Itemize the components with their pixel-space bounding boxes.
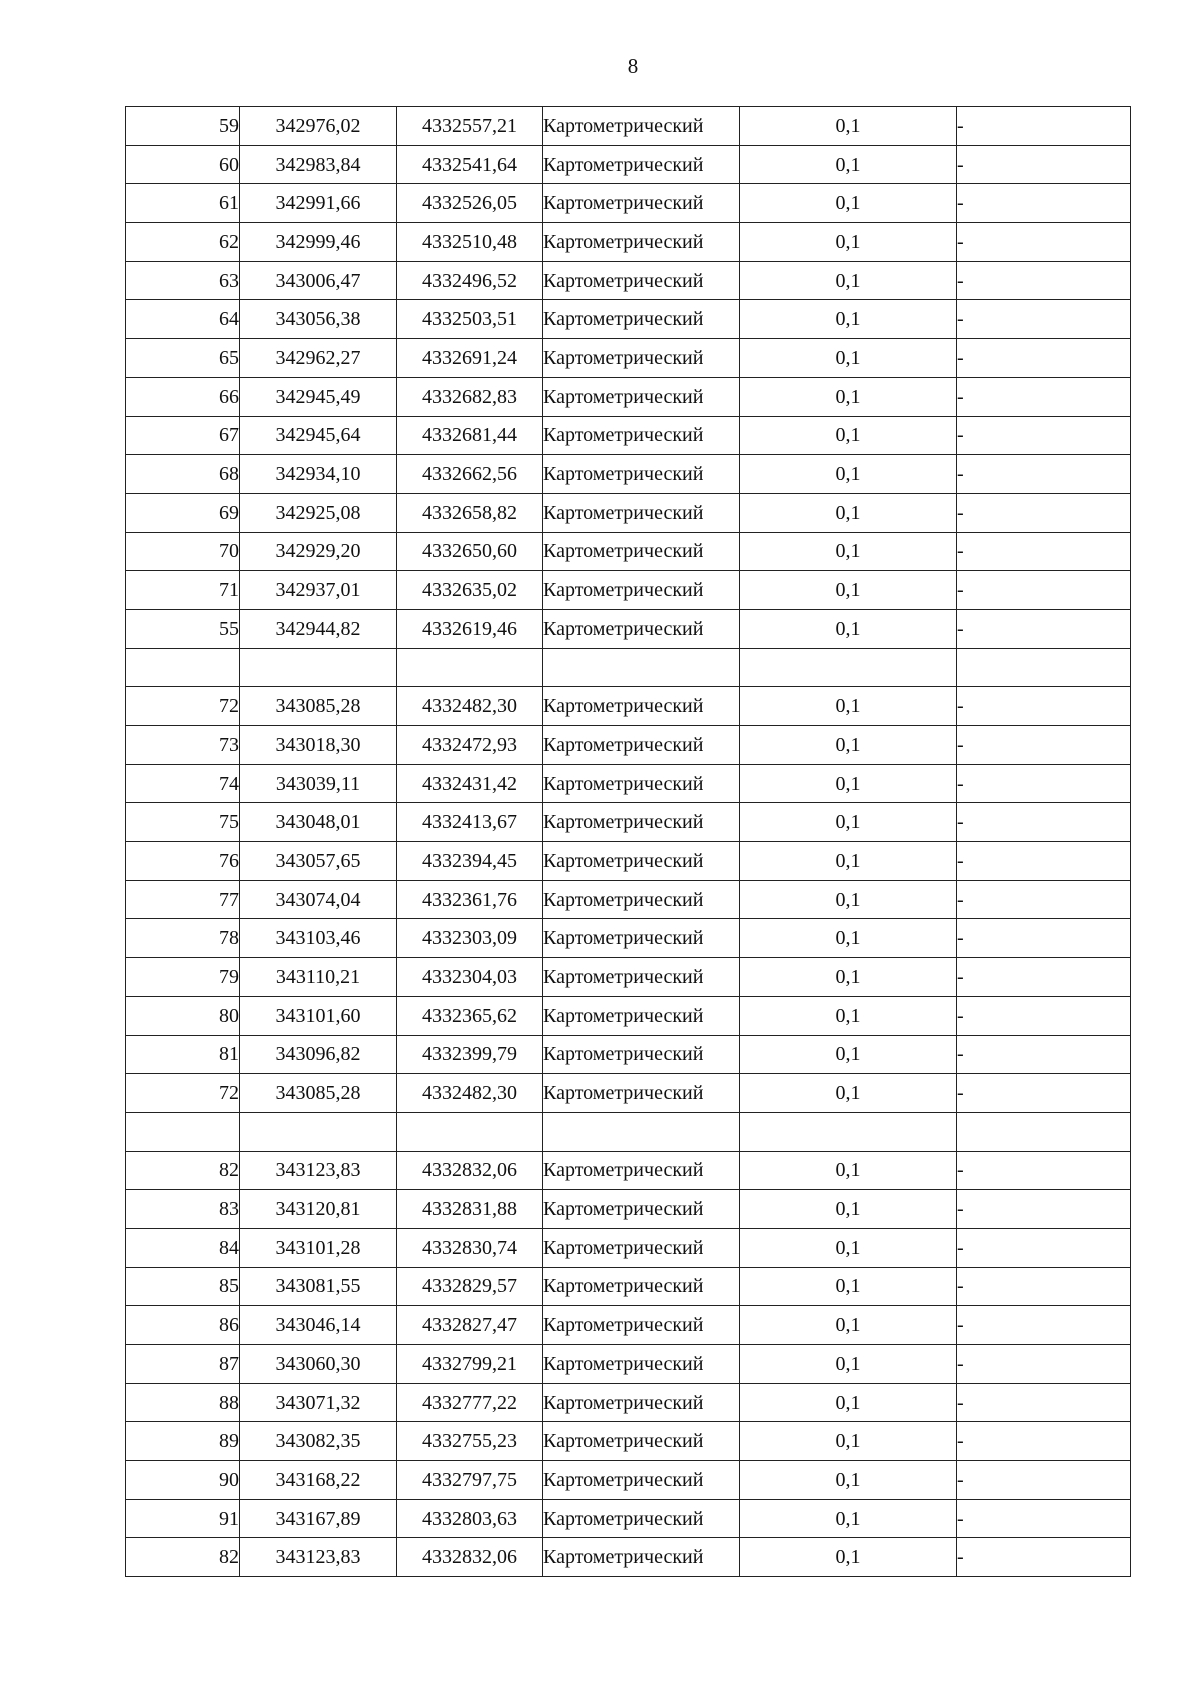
- method-cell: Картометрический: [543, 1074, 740, 1113]
- accuracy-cell: [740, 1112, 957, 1151]
- note-cell: -: [957, 609, 1131, 648]
- method-cell: Картометрический: [543, 1267, 740, 1306]
- table-row: [126, 1112, 1131, 1151]
- y-coordinate-cell: 4332413,67: [397, 803, 543, 842]
- y-coordinate-cell: 4332304,03: [397, 958, 543, 997]
- accuracy-cell: 0,1: [740, 842, 957, 881]
- method-cell: Картометрический: [543, 1383, 740, 1422]
- x-coordinate-cell: 343082,35: [240, 1422, 397, 1461]
- x-coordinate-cell: [240, 648, 397, 687]
- y-coordinate-cell: 4332541,64: [397, 145, 543, 184]
- y-coordinate-cell: 4332691,24: [397, 339, 543, 378]
- note-cell: -: [957, 726, 1131, 765]
- note-cell: -: [957, 958, 1131, 997]
- accuracy-cell: 0,1: [740, 223, 957, 262]
- point-number-cell: [126, 648, 240, 687]
- method-cell: Картометрический: [543, 416, 740, 455]
- note-cell: -: [957, 377, 1131, 416]
- y-coordinate-cell: 4332482,30: [397, 1074, 543, 1113]
- method-cell: Картометрический: [543, 107, 740, 146]
- x-coordinate-cell: 343071,32: [240, 1383, 397, 1422]
- note-cell: -: [957, 300, 1131, 339]
- accuracy-cell: 0,1: [740, 1228, 957, 1267]
- y-coordinate-cell: 4332526,05: [397, 184, 543, 223]
- method-cell: Картометрический: [543, 145, 740, 184]
- accuracy-cell: 0,1: [740, 339, 957, 378]
- accuracy-cell: 0,1: [740, 1035, 957, 1074]
- accuracy-cell: 0,1: [740, 1383, 957, 1422]
- table-row: [126, 1461, 1131, 1500]
- point-number-cell: 60: [126, 145, 240, 184]
- point-number-cell: 61: [126, 184, 240, 223]
- y-coordinate-cell: 4332510,48: [397, 223, 543, 262]
- y-coordinate-cell: [397, 1112, 543, 1151]
- method-cell: Картометрический: [543, 339, 740, 378]
- x-coordinate-cell: 342945,64: [240, 416, 397, 455]
- point-number-cell: 76: [126, 842, 240, 881]
- table-row: [126, 107, 1131, 146]
- x-coordinate-cell: 342999,46: [240, 223, 397, 262]
- method-cell: Картометрический: [543, 958, 740, 997]
- table-row: [126, 726, 1131, 765]
- table-row: [126, 416, 1131, 455]
- method-cell: Картометрический: [543, 764, 740, 803]
- point-number-cell: 74: [126, 764, 240, 803]
- point-number-cell: 87: [126, 1345, 240, 1384]
- x-coordinate-cell: 343101,28: [240, 1228, 397, 1267]
- method-cell: Картометрический: [543, 223, 740, 262]
- y-coordinate-cell: 4332827,47: [397, 1306, 543, 1345]
- x-coordinate-cell: 343006,47: [240, 261, 397, 300]
- x-coordinate-cell: 343167,89: [240, 1499, 397, 1538]
- x-coordinate-cell: 343120,81: [240, 1190, 397, 1229]
- table-row: [126, 1499, 1131, 1538]
- method-cell: Картометрический: [543, 1461, 740, 1500]
- note-cell: -: [957, 1151, 1131, 1190]
- method-cell: [543, 1112, 740, 1151]
- table-row: [126, 803, 1131, 842]
- table-row: [126, 1383, 1131, 1422]
- accuracy-cell: 0,1: [740, 726, 957, 765]
- point-number-cell: 63: [126, 261, 240, 300]
- x-coordinate-cell: 343048,01: [240, 803, 397, 842]
- x-coordinate-cell: 343085,28: [240, 1074, 397, 1113]
- note-cell: -: [957, 1345, 1131, 1384]
- note-cell: -: [957, 1267, 1131, 1306]
- point-number-cell: 77: [126, 880, 240, 919]
- x-coordinate-cell: 343101,60: [240, 996, 397, 1035]
- y-coordinate-cell: 4332650,60: [397, 532, 543, 571]
- table-row: [126, 493, 1131, 532]
- method-cell: Картометрический: [543, 842, 740, 881]
- method-cell: Картометрический: [543, 300, 740, 339]
- note-cell: -: [957, 880, 1131, 919]
- note-cell: -: [957, 1035, 1131, 1074]
- y-coordinate-cell: 4332682,83: [397, 377, 543, 416]
- x-coordinate-cell: [240, 1112, 397, 1151]
- point-number-cell: 71: [126, 571, 240, 610]
- x-coordinate-cell: 343103,46: [240, 919, 397, 958]
- note-cell: [957, 1112, 1131, 1151]
- accuracy-cell: 0,1: [740, 919, 957, 958]
- x-coordinate-cell: 343039,11: [240, 764, 397, 803]
- point-number-cell: 83: [126, 1190, 240, 1229]
- point-number-cell: 79: [126, 958, 240, 997]
- x-coordinate-cell: 343060,30: [240, 1345, 397, 1384]
- note-cell: -: [957, 493, 1131, 532]
- y-coordinate-cell: 4332832,06: [397, 1538, 543, 1577]
- table-row: [126, 1306, 1131, 1345]
- point-number-cell: 86: [126, 1306, 240, 1345]
- accuracy-cell: 0,1: [740, 1074, 957, 1113]
- table-row: [126, 919, 1131, 958]
- table-row: [126, 842, 1131, 881]
- method-cell: Картометрический: [543, 919, 740, 958]
- x-coordinate-cell: 343123,83: [240, 1151, 397, 1190]
- point-number-cell: 64: [126, 300, 240, 339]
- x-coordinate-cell: 343123,83: [240, 1538, 397, 1577]
- accuracy-cell: 0,1: [740, 145, 957, 184]
- method-cell: Картометрический: [543, 184, 740, 223]
- accuracy-cell: 0,1: [740, 764, 957, 803]
- method-cell: Картометрический: [543, 687, 740, 726]
- coordinates-table: [125, 106, 1131, 1577]
- y-coordinate-cell: 4332496,52: [397, 261, 543, 300]
- accuracy-cell: 0,1: [740, 261, 957, 300]
- accuracy-cell: [740, 648, 957, 687]
- y-coordinate-cell: 4332755,23: [397, 1422, 543, 1461]
- point-number-cell: 88: [126, 1383, 240, 1422]
- table-row: [126, 1190, 1131, 1229]
- note-cell: -: [957, 1074, 1131, 1113]
- y-coordinate-cell: 4332557,21: [397, 107, 543, 146]
- coordinates-table-body: [126, 107, 1131, 1577]
- method-cell: Картометрический: [543, 493, 740, 532]
- point-number-cell: 84: [126, 1228, 240, 1267]
- table-row: [126, 1151, 1131, 1190]
- x-coordinate-cell: 342976,02: [240, 107, 397, 146]
- note-cell: -: [957, 416, 1131, 455]
- note-cell: -: [957, 1461, 1131, 1500]
- x-coordinate-cell: 342983,84: [240, 145, 397, 184]
- table-row: [126, 377, 1131, 416]
- point-number-cell: 85: [126, 1267, 240, 1306]
- accuracy-cell: 0,1: [740, 1306, 957, 1345]
- y-coordinate-cell: 4332482,30: [397, 687, 543, 726]
- method-cell: Картометрический: [543, 1422, 740, 1461]
- point-number-cell: 66: [126, 377, 240, 416]
- point-number-cell: 70: [126, 532, 240, 571]
- y-coordinate-cell: 4332797,75: [397, 1461, 543, 1500]
- method-cell: Картометрический: [543, 1151, 740, 1190]
- point-number-cell: 73: [126, 726, 240, 765]
- x-coordinate-cell: 343081,55: [240, 1267, 397, 1306]
- accuracy-cell: 0,1: [740, 107, 957, 146]
- point-number-cell: 55: [126, 609, 240, 648]
- x-coordinate-cell: 343056,38: [240, 300, 397, 339]
- x-coordinate-cell: 342962,27: [240, 339, 397, 378]
- table-row: [126, 1538, 1131, 1577]
- accuracy-cell: 0,1: [740, 1345, 957, 1384]
- y-coordinate-cell: 4332472,93: [397, 726, 543, 765]
- point-number-cell: 72: [126, 687, 240, 726]
- accuracy-cell: 0,1: [740, 571, 957, 610]
- note-cell: -: [957, 184, 1131, 223]
- y-coordinate-cell: 4332829,57: [397, 1267, 543, 1306]
- x-coordinate-cell: 343110,21: [240, 958, 397, 997]
- accuracy-cell: 0,1: [740, 377, 957, 416]
- method-cell: Картометрический: [543, 1035, 740, 1074]
- accuracy-cell: 0,1: [740, 996, 957, 1035]
- point-number-cell: 78: [126, 919, 240, 958]
- method-cell: Картометрический: [543, 1306, 740, 1345]
- table-row: [126, 687, 1131, 726]
- method-cell: Картометрический: [543, 726, 740, 765]
- note-cell: [957, 648, 1131, 687]
- y-coordinate-cell: 4332662,56: [397, 455, 543, 494]
- page-number: 8: [627, 54, 639, 78]
- accuracy-cell: 0,1: [740, 803, 957, 842]
- note-cell: -: [957, 1538, 1131, 1577]
- point-number-cell: 80: [126, 996, 240, 1035]
- y-coordinate-cell: 4332399,79: [397, 1035, 543, 1074]
- x-coordinate-cell: 342929,20: [240, 532, 397, 571]
- x-coordinate-cell: 343168,22: [240, 1461, 397, 1500]
- note-cell: -: [957, 107, 1131, 146]
- x-coordinate-cell: 343074,04: [240, 880, 397, 919]
- point-number-cell: [126, 1112, 240, 1151]
- method-cell: Картометрический: [543, 532, 740, 571]
- method-cell: Картометрический: [543, 1228, 740, 1267]
- y-coordinate-cell: 4332681,44: [397, 416, 543, 455]
- accuracy-cell: 0,1: [740, 416, 957, 455]
- accuracy-cell: 0,1: [740, 1461, 957, 1500]
- y-coordinate-cell: 4332830,74: [397, 1228, 543, 1267]
- x-coordinate-cell: 343096,82: [240, 1035, 397, 1074]
- note-cell: -: [957, 1499, 1131, 1538]
- note-cell: -: [957, 223, 1131, 262]
- x-coordinate-cell: 342934,10: [240, 455, 397, 494]
- accuracy-cell: 0,1: [740, 300, 957, 339]
- y-coordinate-cell: 4332777,22: [397, 1383, 543, 1422]
- point-number-cell: 82: [126, 1151, 240, 1190]
- y-coordinate-cell: 4332658,82: [397, 493, 543, 532]
- note-cell: -: [957, 339, 1131, 378]
- x-coordinate-cell: 342937,01: [240, 571, 397, 610]
- method-cell: Картометрический: [543, 609, 740, 648]
- y-coordinate-cell: 4332431,42: [397, 764, 543, 803]
- method-cell: Картометрический: [543, 880, 740, 919]
- method-cell: Картометрический: [543, 571, 740, 610]
- note-cell: -: [957, 1190, 1131, 1229]
- y-coordinate-cell: 4332635,02: [397, 571, 543, 610]
- point-number-cell: 81: [126, 1035, 240, 1074]
- table-row: [126, 1345, 1131, 1384]
- note-cell: -: [957, 803, 1131, 842]
- point-number-cell: 89: [126, 1422, 240, 1461]
- table-row: [126, 996, 1131, 1035]
- method-cell: Картометрический: [543, 1190, 740, 1229]
- note-cell: -: [957, 455, 1131, 494]
- y-coordinate-cell: 4332394,45: [397, 842, 543, 881]
- x-coordinate-cell: 342944,82: [240, 609, 397, 648]
- y-coordinate-cell: 4332831,88: [397, 1190, 543, 1229]
- point-number-cell: 72: [126, 1074, 240, 1113]
- x-coordinate-cell: 343057,65: [240, 842, 397, 881]
- note-cell: -: [957, 764, 1131, 803]
- point-number-cell: 59: [126, 107, 240, 146]
- accuracy-cell: 0,1: [740, 609, 957, 648]
- y-coordinate-cell: 4332303,09: [397, 919, 543, 958]
- table-row: [126, 958, 1131, 997]
- note-cell: -: [957, 1228, 1131, 1267]
- note-cell: -: [957, 261, 1131, 300]
- note-cell: -: [957, 687, 1131, 726]
- note-cell: -: [957, 1306, 1131, 1345]
- accuracy-cell: 0,1: [740, 880, 957, 919]
- point-number-cell: 67: [126, 416, 240, 455]
- accuracy-cell: 0,1: [740, 1267, 957, 1306]
- y-coordinate-cell: 4332503,51: [397, 300, 543, 339]
- y-coordinate-cell: 4332361,76: [397, 880, 543, 919]
- x-coordinate-cell: 342991,66: [240, 184, 397, 223]
- table-row: [126, 261, 1131, 300]
- table-row: [126, 571, 1131, 610]
- y-coordinate-cell: 4332619,46: [397, 609, 543, 648]
- accuracy-cell: 0,1: [740, 184, 957, 223]
- accuracy-cell: 0,1: [740, 455, 957, 494]
- point-number-cell: 62: [126, 223, 240, 262]
- method-cell: Картометрический: [543, 996, 740, 1035]
- method-cell: Картометрический: [543, 1538, 740, 1577]
- x-coordinate-cell: 342925,08: [240, 493, 397, 532]
- y-coordinate-cell: [397, 648, 543, 687]
- table-row: [126, 1228, 1131, 1267]
- method-cell: Картометрический: [543, 1499, 740, 1538]
- table-row: [126, 1422, 1131, 1461]
- y-coordinate-cell: 4332799,21: [397, 1345, 543, 1384]
- table-row: [126, 648, 1131, 687]
- table-row: [126, 1074, 1131, 1113]
- accuracy-cell: 0,1: [740, 1422, 957, 1461]
- point-number-cell: 68: [126, 455, 240, 494]
- accuracy-cell: 0,1: [740, 493, 957, 532]
- method-cell: Картометрический: [543, 455, 740, 494]
- y-coordinate-cell: 4332832,06: [397, 1151, 543, 1190]
- note-cell: -: [957, 919, 1131, 958]
- table-row: [126, 609, 1131, 648]
- point-number-cell: 69: [126, 493, 240, 532]
- point-number-cell: 90: [126, 1461, 240, 1500]
- method-cell: [543, 648, 740, 687]
- note-cell: -: [957, 145, 1131, 184]
- table-row: [126, 764, 1131, 803]
- accuracy-cell: 0,1: [740, 532, 957, 571]
- accuracy-cell: 0,1: [740, 958, 957, 997]
- method-cell: Картометрический: [543, 261, 740, 300]
- note-cell: -: [957, 996, 1131, 1035]
- y-coordinate-cell: 4332365,62: [397, 996, 543, 1035]
- accuracy-cell: 0,1: [740, 1190, 957, 1229]
- note-cell: -: [957, 842, 1131, 881]
- table-row: [126, 223, 1131, 262]
- table-row: [126, 455, 1131, 494]
- note-cell: -: [957, 571, 1131, 610]
- point-number-cell: 91: [126, 1499, 240, 1538]
- note-cell: -: [957, 532, 1131, 571]
- accuracy-cell: 0,1: [740, 1151, 957, 1190]
- note-cell: -: [957, 1422, 1131, 1461]
- table-row: [126, 1267, 1131, 1306]
- accuracy-cell: 0,1: [740, 1538, 957, 1577]
- table-row: [126, 1035, 1131, 1074]
- accuracy-cell: 0,1: [740, 1499, 957, 1538]
- table-row: [126, 300, 1131, 339]
- table-row: [126, 532, 1131, 571]
- x-coordinate-cell: 343018,30: [240, 726, 397, 765]
- method-cell: Картометрический: [543, 377, 740, 416]
- point-number-cell: 82: [126, 1538, 240, 1577]
- x-coordinate-cell: 343085,28: [240, 687, 397, 726]
- table-row: [126, 880, 1131, 919]
- accuracy-cell: 0,1: [740, 687, 957, 726]
- table-row: [126, 145, 1131, 184]
- y-coordinate-cell: 4332803,63: [397, 1499, 543, 1538]
- point-number-cell: 75: [126, 803, 240, 842]
- table-row: [126, 339, 1131, 378]
- point-number-cell: 65: [126, 339, 240, 378]
- method-cell: Картометрический: [543, 1345, 740, 1384]
- table-row: [126, 184, 1131, 223]
- x-coordinate-cell: 342945,49: [240, 377, 397, 416]
- x-coordinate-cell: 343046,14: [240, 1306, 397, 1345]
- method-cell: Картометрический: [543, 803, 740, 842]
- note-cell: -: [957, 1383, 1131, 1422]
